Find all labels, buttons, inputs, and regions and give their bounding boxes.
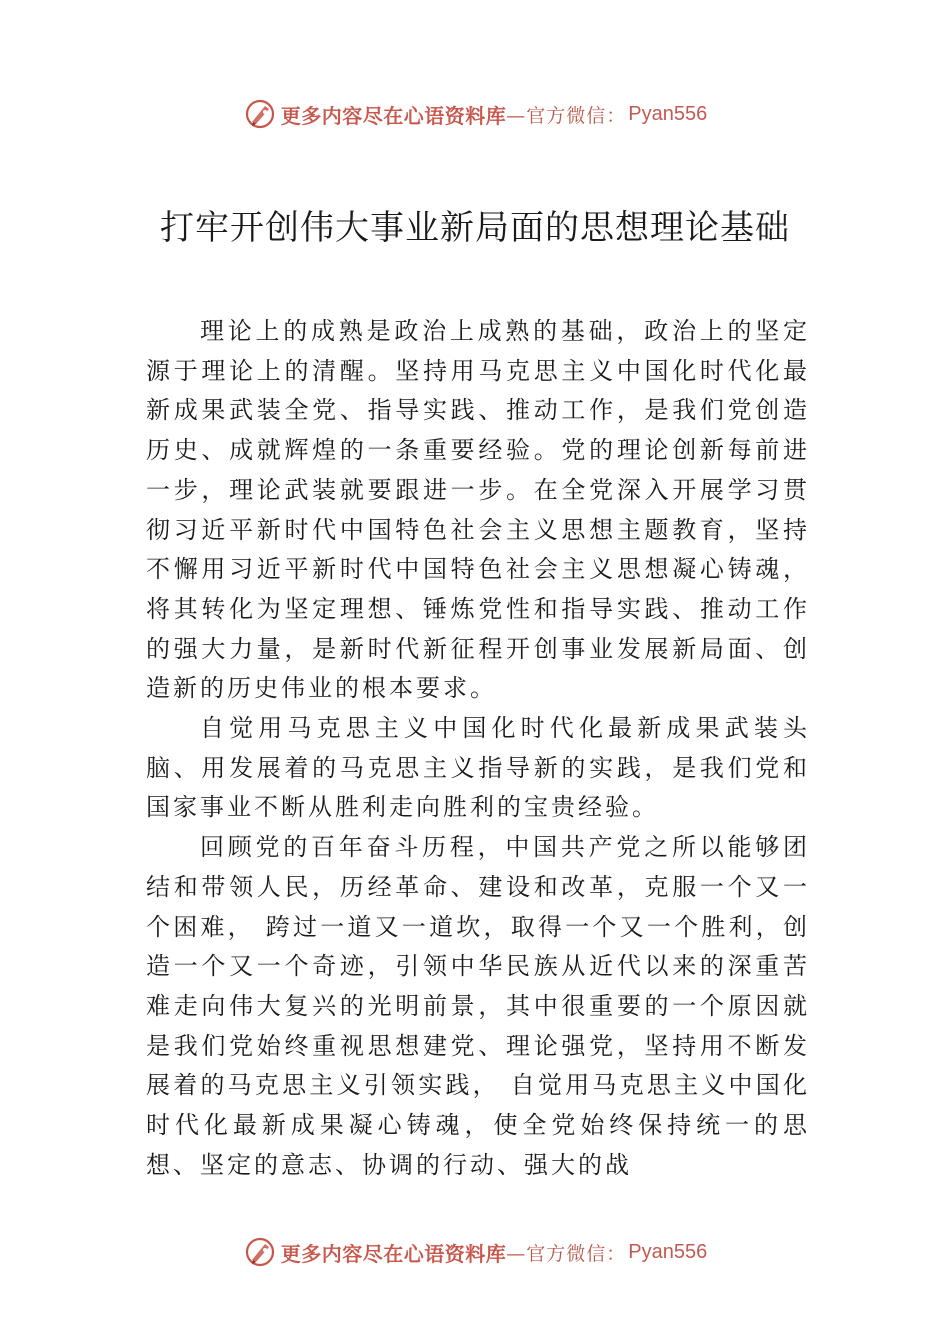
header-watermark-banner [0,94,950,134]
banner-wechat-label: —官方微信： [506,1242,627,1265]
body-paragraph: 回顾党的百年奋斗历程，中国共产党之所以能够团结和带领人民，历经革命、建设和改革，克服一个又一个困难， 跨过一道又一道坎，取得一个又一个胜利，创造一个又一个奇迹，引领中华民族从近代以来的深重苦难走向伟大复兴的光明前景，其中很重要的一个原因就是我们党始终重视思想建党、理论强党，坚持用不断发展着的马克思主义引领实践， 自觉用马克思主义中国化时代化最新成果凝心铸魂，使全党始终保持统一的思想、坚定的意志、协调的行动、强大的战 [146,833,810,1179]
body-paragraph: 自觉用马克思主义中国化时代化最新成果武装头脑、用发展着的马克思主义指导新的实践，是我们党和国家事业不断从胜利走向胜利的宝贵经验。 [146,714,810,822]
banner-site-name: 更多内容尽在心语资料库 [280,103,507,128]
banner-wechat-id: Pyan556 [628,102,708,125]
document-body [146,312,810,1185]
body-paragraph: 理论上的成熟是政治上成熟的基础，政治上的坚定源于理论上的清醒。坚持用马克思主义中国化时代化最新成果武装全党、指导实践、推动工作，是我们党创造历史、成就辉煌的一条重要经验。党的理论创新每前进一步，理论武装就要跟进一步。在全党深入开展学习贯彻习近平新时代中国特色社会主义思想主题教育，坚持不懈用习近平新时代中国特色社会主义思想凝心铸魂，将其转化为坚定理想、锤炼党性和指导实践、推动工作的强大力量，是新时代新征程开创事业发展新局面、创造新的历史伟业的根本要求。 [146,317,810,703]
pen-nib-logo-icon [243,97,277,131]
banner-wechat-label: —官方微信： [506,104,627,127]
banner-site-name: 更多内容尽在心语资料库 [280,1241,507,1266]
pen-nib-logo-icon [243,1235,277,1269]
banner-wechat-id: Pyan556 [628,1240,708,1263]
document-title: 打牢开创伟大事业新局面的思想理论基础 [160,208,790,248]
footer-watermark-banner [0,1232,950,1272]
